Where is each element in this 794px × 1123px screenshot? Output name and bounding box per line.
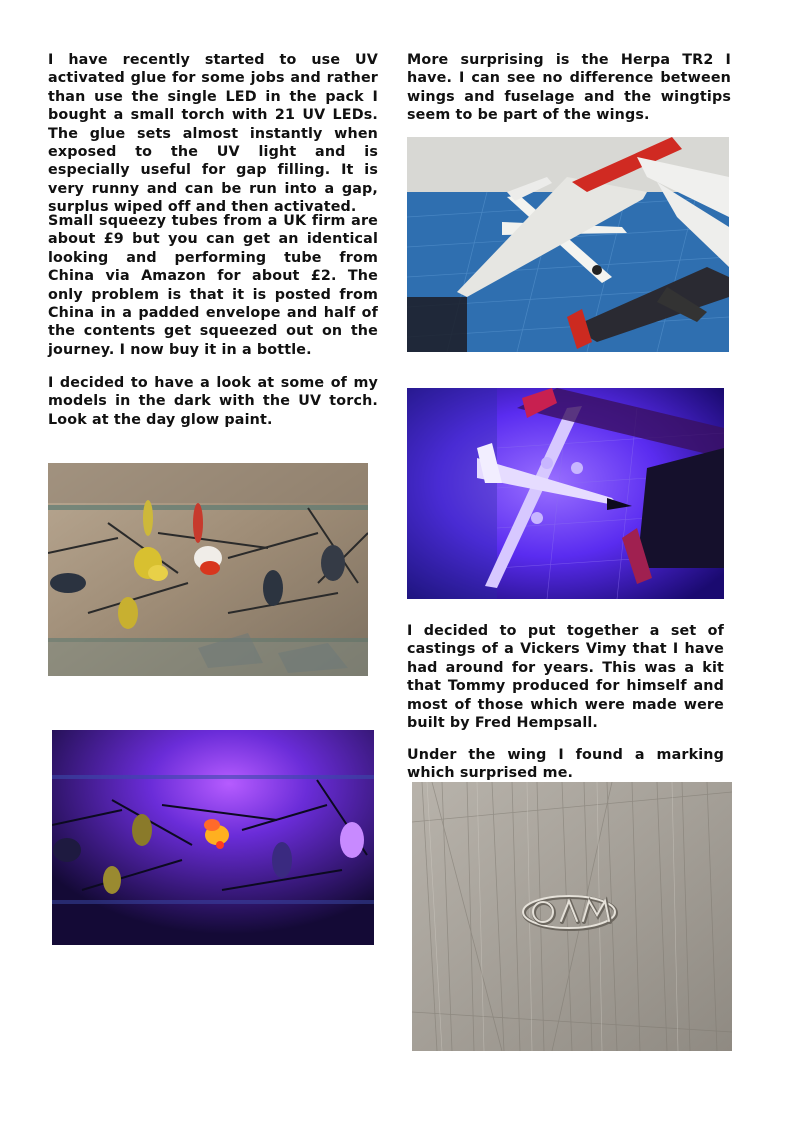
tr2-model-uv-photo — [407, 388, 724, 599]
tr2-model-photo — [407, 137, 729, 352]
paragraph-dark-look: I decided to have a look at some of my models in the dark with the UV torch. Look at the day glow paint. — [48, 375, 378, 428]
wing-marking-photo — [412, 782, 732, 1051]
paragraph-uv-glue: I have recently started to use UV activated glue for some jobs and rather than use the single LED in the pack I bought a small torch with 21 UV LEDs. The glue sets almost instantly when exposed to the UV light and is especially useful for gap filling. It is very runny and can be run into a gap, surplus wiped off and then activated. — [48, 52, 378, 216]
paragraph-herpa-tr2: More surprising is the Herpa TR2 I have. I can see no difference between wings and fuselage and the wingtips seem to be part of the wings. — [407, 52, 731, 124]
helicopter-models-uv-photo — [52, 730, 374, 945]
helicopter-models-photo — [48, 463, 368, 676]
paragraph-wing-marking: Under the wing I found a marking which surprised me. — [407, 747, 724, 782]
paragraph-squeezy-tubes: Small squeezy tubes from a UK firm are about £9 but you can get an identical looking and performing tube from China via Amazon for about £2. The only problem is that it is posted from China in a padded envelope and half of the contents get squeezed out on the journey. I now buy it in a bottle. — [48, 213, 378, 358]
paragraph-vickers-vimy: I decided to put together a set of castings of a Vickers Vimy that I have had around for years. This was a kit that Tommy produced for himself and most of those which were made were built by Fred Hempsall. — [407, 623, 724, 732]
